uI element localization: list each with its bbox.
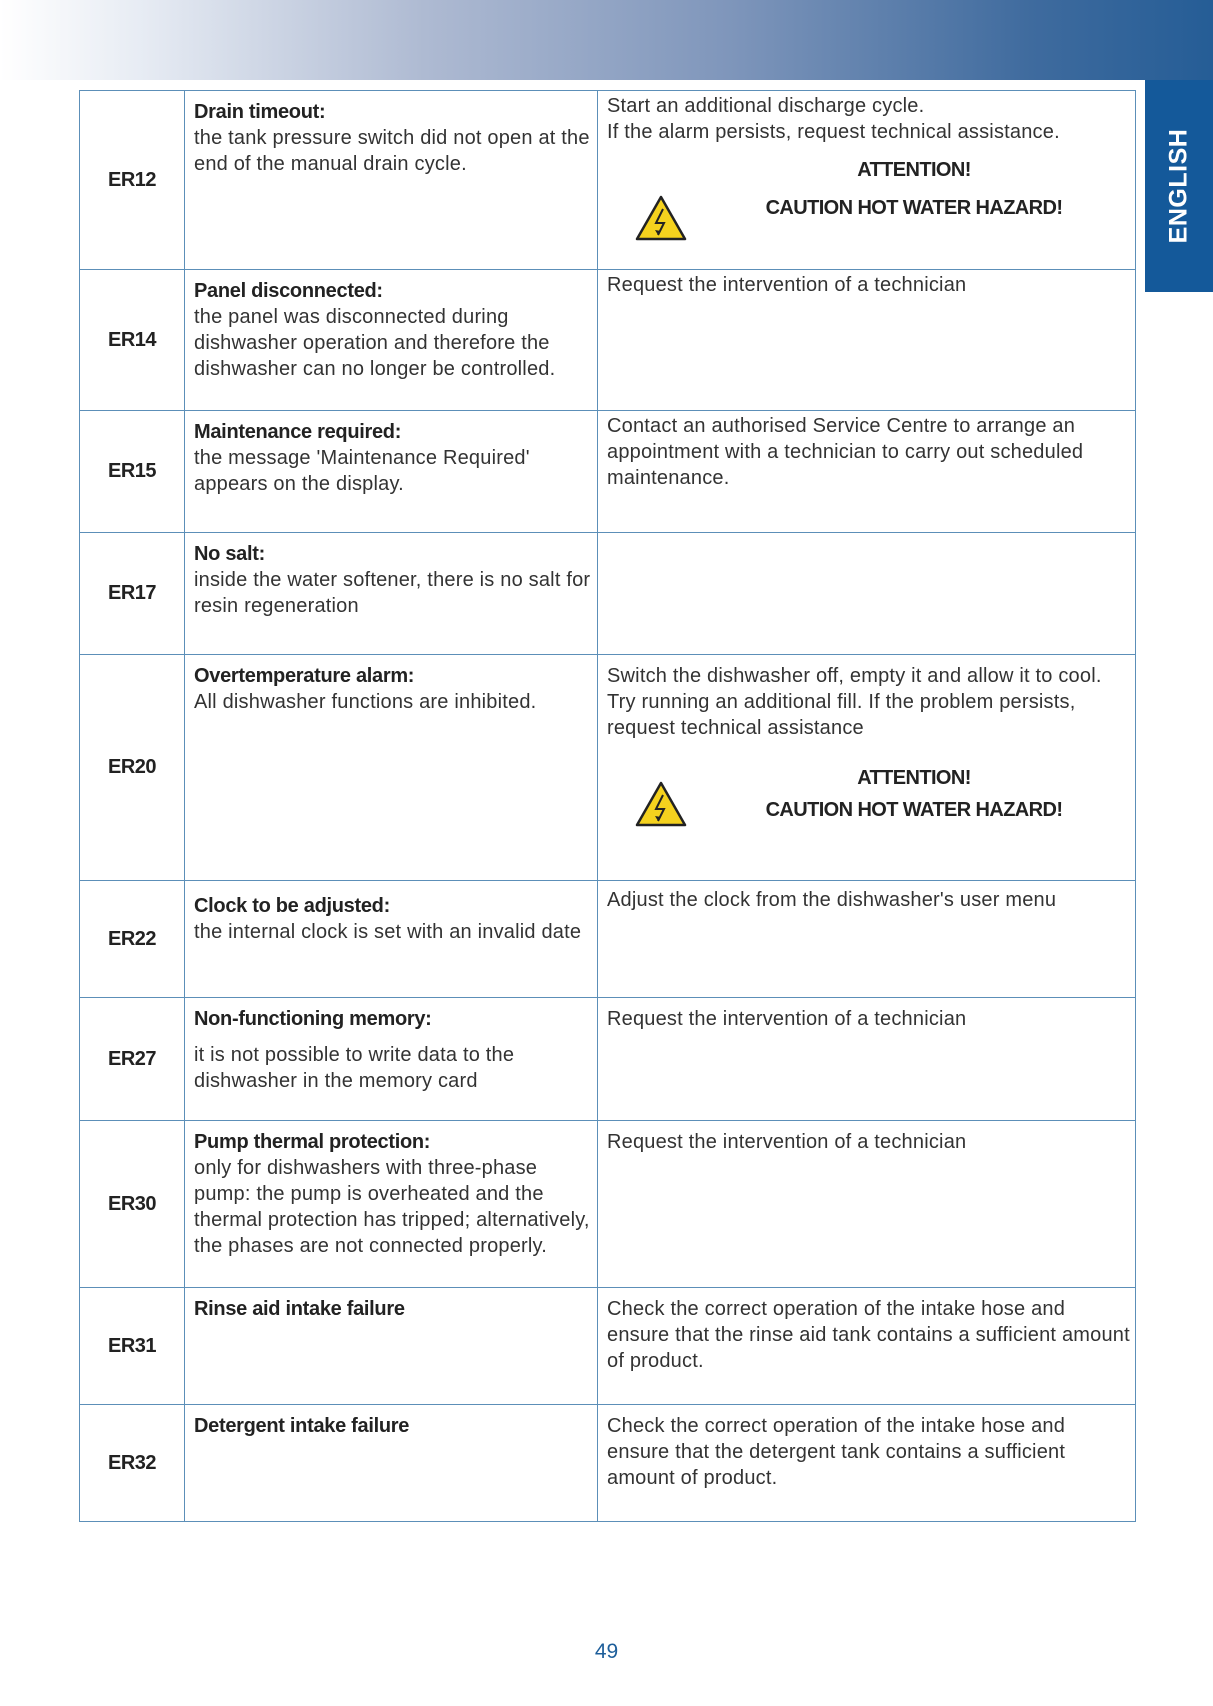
error-action-cell — [598, 270, 1136, 411]
error-action-cell — [598, 1288, 1136, 1405]
error-description: the message 'Maintenance Required' appears on the display. — [194, 447, 530, 495]
error-action: Request the intervention of a technician — [607, 1008, 967, 1030]
error-action-cell — [598, 411, 1136, 533]
error-description: the panel was disconnected during dishwasher operation and therefore the dishwasher can no longer be controlled. — [194, 306, 556, 380]
error-title: Detergent intake failure — [194, 1415, 410, 1437]
error-title: Drain timeout: — [194, 101, 326, 123]
warning-line-2: CAUTION HOT WATER HAZARD! — [765, 799, 1063, 821]
hot-water-warning — [607, 145, 1131, 245]
table-row — [80, 1121, 1136, 1288]
table-row — [80, 411, 1136, 533]
error-code: ER14 — [80, 270, 185, 411]
error-action: Adjust the clock from the dishwasher's user menu — [607, 889, 1057, 911]
error-description-cell — [185, 1288, 598, 1405]
error-action-cell — [598, 91, 1136, 270]
error-description-cell — [185, 91, 598, 270]
error-title: Non-functioning memory: — [194, 1008, 432, 1030]
error-description: the tank pressure switch did not open at the end of the manual drain cycle. — [194, 127, 590, 175]
error-description-cell — [185, 1405, 598, 1522]
error-code: ER27 — [80, 998, 185, 1121]
error-description-cell — [185, 655, 598, 881]
error-description: All dishwasher functions are inhibited. — [194, 691, 537, 713]
error-title: No salt: — [194, 543, 265, 565]
table-row — [80, 881, 1136, 998]
header-gradient-band — [0, 0, 1213, 80]
error-action-cell — [598, 533, 1136, 655]
error-description-cell — [185, 270, 598, 411]
error-action: Check the correct operation of the intake hose and ensure that the rinse aid tank contains a sufficient amount of product. — [607, 1298, 1130, 1372]
error-description: it is not possible to write data to the dishwasher in the memory card — [194, 1044, 515, 1092]
language-tab — [1145, 80, 1213, 292]
error-description-cell — [185, 881, 598, 998]
error-action-cell — [598, 998, 1136, 1121]
error-title: Overtemperature alarm: — [194, 665, 415, 687]
error-action-cell — [598, 881, 1136, 998]
error-description-cell — [185, 998, 598, 1121]
error-code: ER22 — [80, 881, 185, 998]
error-action-cell — [598, 1405, 1136, 1522]
table-row — [80, 998, 1136, 1121]
error-description: only for dishwashers with three-phase pump: the pump is overheated and the thermal protection has tripped; alternatively, the phases are not connected properly. — [194, 1157, 590, 1257]
error-code: ER17 — [80, 533, 185, 655]
error-code: ER12 — [80, 91, 185, 270]
error-title: Pump thermal protection: — [194, 1131, 431, 1153]
error-description: inside the water softener, there is no salt for resin regeneration — [194, 569, 591, 617]
error-action: Request the intervention of a technician — [607, 274, 967, 296]
error-description-cell — [185, 1121, 598, 1288]
hot-water-warning — [607, 741, 1131, 841]
error-title: Panel disconnected: — [194, 280, 383, 302]
error-codes-table — [79, 90, 1136, 1522]
error-action-cell — [598, 655, 1136, 881]
table-row — [80, 655, 1136, 881]
error-action: Contact an authorised Service Centre to arrange an appointment with a technician to carry out scheduled maintenance. — [607, 415, 1084, 489]
warning-line-2: CAUTION HOT WATER HAZARD! — [765, 197, 1063, 219]
error-code: ER30 — [80, 1121, 185, 1288]
language-tab-label: ENGLISH — [1164, 128, 1193, 244]
warning-line-1: ATTENTION! — [857, 767, 971, 789]
table-row — [80, 1405, 1136, 1522]
table-row — [80, 533, 1136, 655]
error-action: Request the intervention of a technician — [607, 1131, 967, 1153]
error-description-cell — [185, 533, 598, 655]
error-action: Switch the dishwasher off, empty it and allow it to cool. Try running an additional fill. If the problem persists, request technical assistance — [607, 665, 1102, 739]
warning-line-1: ATTENTION! — [857, 159, 971, 181]
error-code: ER20 — [80, 655, 185, 881]
error-action: Check the correct operation of the intake hose and ensure that the detergent tank contains a sufficient amount of product. — [607, 1415, 1066, 1489]
high-voltage-warning-icon — [635, 195, 687, 241]
error-title: Clock to be adjusted: — [194, 895, 390, 917]
error-description: the internal clock is set with an invalid date — [194, 921, 582, 943]
page-number: 49 — [594, 1640, 619, 1663]
high-voltage-warning-icon — [635, 781, 687, 827]
error-description-cell — [185, 411, 598, 533]
error-code: ER32 — [80, 1405, 185, 1522]
error-code: ER15 — [80, 411, 185, 533]
table-row — [80, 1288, 1136, 1405]
error-action: Start an additional discharge cycle. If the alarm persists, request technical assistance. — [607, 95, 1060, 143]
table-row — [80, 270, 1136, 411]
error-title: Maintenance required: — [194, 421, 402, 443]
error-code: ER31 — [80, 1288, 185, 1405]
table-row — [80, 91, 1136, 270]
error-action-cell — [598, 1121, 1136, 1288]
error-title: Rinse aid intake failure — [194, 1298, 405, 1320]
